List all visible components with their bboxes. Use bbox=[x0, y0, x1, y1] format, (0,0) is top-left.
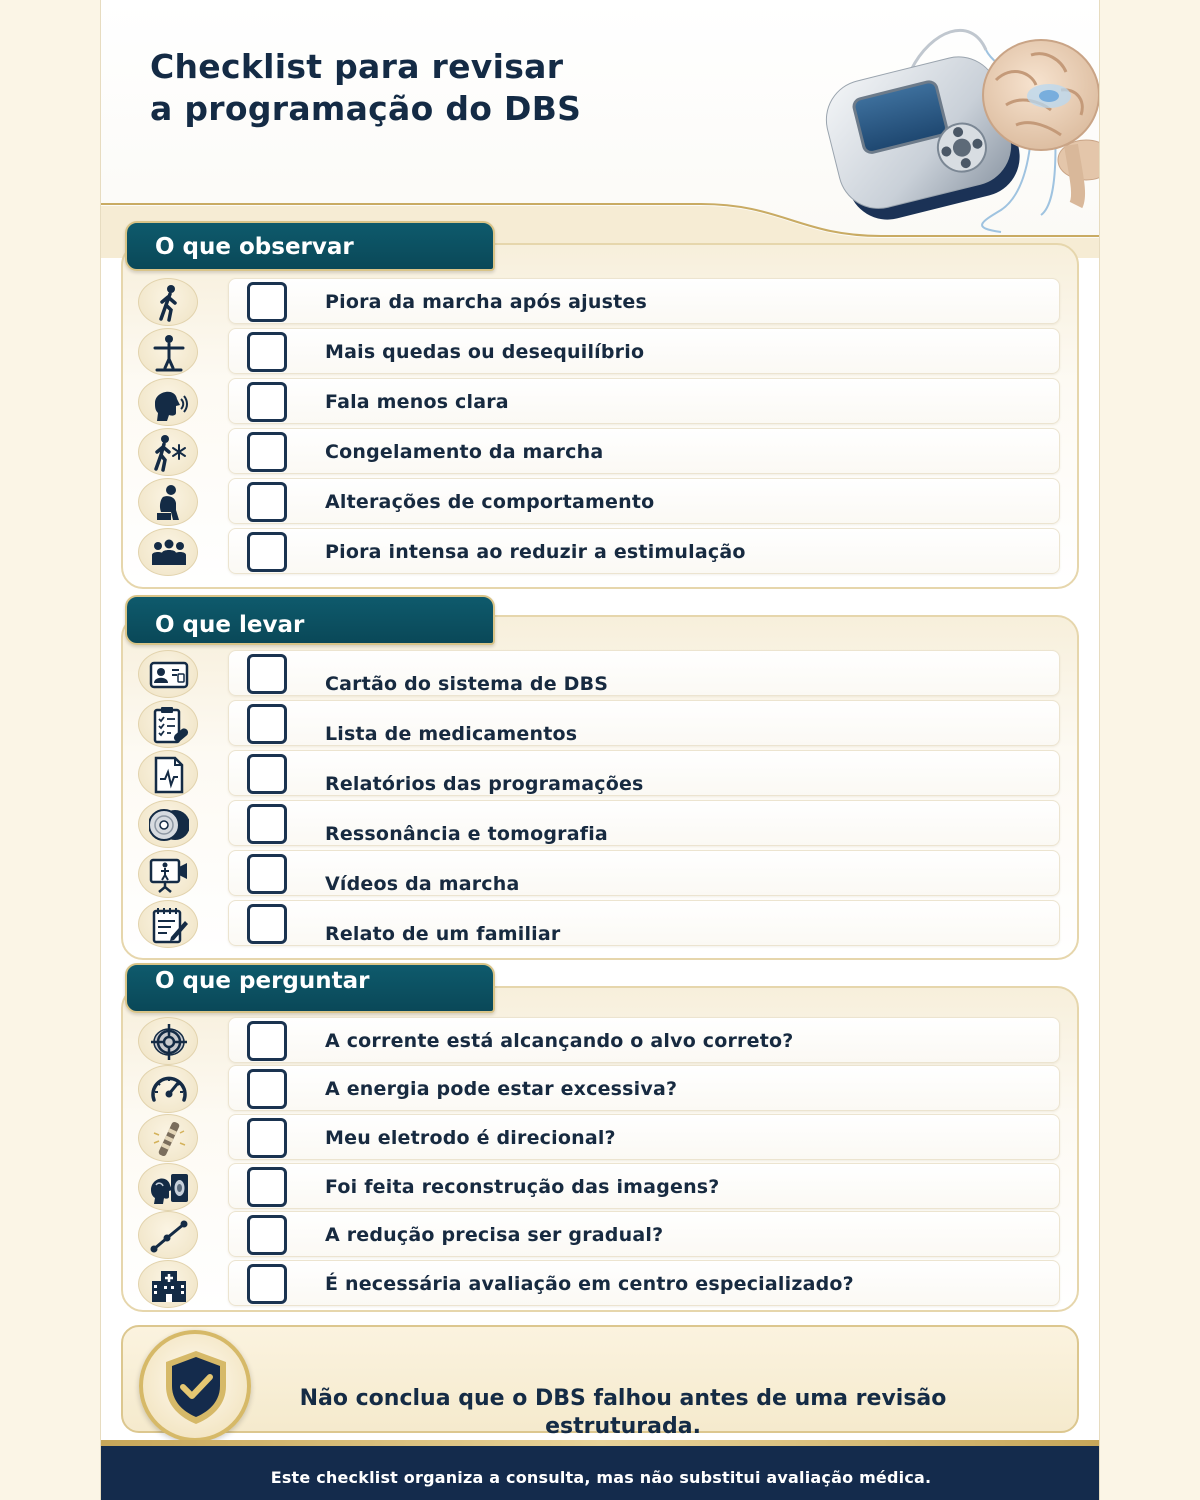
head-scan-icon bbox=[138, 1163, 198, 1211]
checklist-item-bring-5[interactable] bbox=[228, 850, 1060, 896]
balance-person-icon bbox=[138, 328, 198, 376]
checklist-item-bring-1[interactable] bbox=[228, 650, 1060, 696]
clipboard-pill-icon bbox=[138, 700, 198, 748]
checkbox[interactable] bbox=[247, 532, 287, 572]
checklist-item-observe-1[interactable] bbox=[228, 278, 1060, 324]
freezing-gait-icon bbox=[138, 428, 198, 476]
electrode-icon bbox=[138, 1114, 198, 1162]
checkbox[interactable] bbox=[247, 332, 287, 372]
speedometer-icon bbox=[138, 1065, 198, 1113]
checklist-item-observe-2[interactable] bbox=[228, 328, 1060, 374]
checklist-item-observe-6[interactable] bbox=[228, 528, 1060, 574]
shield-check-badge bbox=[139, 1330, 251, 1442]
checklist-item-ask-6[interactable] bbox=[228, 1260, 1060, 1306]
trend-line-icon bbox=[138, 1211, 198, 1259]
checkbox[interactable] bbox=[247, 1069, 287, 1109]
checkbox[interactable] bbox=[247, 1215, 287, 1255]
checklist-item-bring-2[interactable] bbox=[228, 700, 1060, 746]
checklist-item-ask-1[interactable] bbox=[228, 1017, 1060, 1063]
section-ask-header bbox=[125, 963, 495, 1013]
item-label: Alterações de comportamento bbox=[325, 491, 655, 513]
item-label: Relato de um familiar bbox=[325, 923, 561, 945]
item-label: Piora intensa ao reduzir a estimulação bbox=[325, 541, 746, 563]
title-line-1: Checklist para revisar bbox=[150, 47, 564, 86]
group-people-icon bbox=[138, 528, 198, 576]
item-label: Ressonância e tomografia bbox=[325, 823, 608, 845]
title-line-2: a programação do DBS bbox=[150, 89, 582, 128]
section-bring-header bbox=[125, 595, 495, 645]
checklist-item-ask-5[interactable] bbox=[228, 1211, 1060, 1257]
item-label: Vídeos da marcha bbox=[325, 873, 520, 895]
checkbox[interactable] bbox=[247, 1167, 287, 1207]
item-label: Cartão do sistema de DBS bbox=[325, 673, 609, 695]
section-bring-title: O que levar bbox=[155, 612, 305, 638]
checklist-item-observe-3[interactable] bbox=[228, 378, 1060, 424]
report-document-icon bbox=[138, 750, 198, 798]
checkbox[interactable] bbox=[247, 704, 287, 744]
item-label: A energia pode estar excessiva? bbox=[325, 1078, 678, 1100]
checklist-item-bring-4[interactable] bbox=[228, 800, 1060, 846]
checkbox[interactable] bbox=[247, 1118, 287, 1158]
section-observe-title: O que observar bbox=[155, 234, 354, 260]
speaking-head-icon bbox=[138, 378, 198, 426]
checklist-item-observe-4[interactable] bbox=[228, 428, 1060, 474]
item-label: Lista de medicamentos bbox=[325, 723, 578, 745]
checklist-item-observe-5[interactable] bbox=[228, 478, 1060, 524]
checkbox[interactable] bbox=[247, 854, 287, 894]
callout-text: Não conclua que o DBS falhou antes de uma revisão estruturada. bbox=[299, 1386, 947, 1439]
footer-bar bbox=[101, 1440, 1100, 1500]
checkbox[interactable] bbox=[247, 1264, 287, 1304]
checkbox[interactable] bbox=[247, 904, 287, 944]
brain-target-icon bbox=[138, 1017, 198, 1065]
checklist-item-ask-4[interactable] bbox=[228, 1163, 1060, 1209]
item-label: Relatórios das programações bbox=[325, 773, 644, 795]
item-label: A redução precisa ser gradual? bbox=[325, 1224, 664, 1246]
checkbox[interactable] bbox=[247, 654, 287, 694]
checklist-sheet bbox=[100, 0, 1100, 1500]
footer-divider bbox=[101, 1440, 1100, 1446]
shield-check-icon bbox=[161, 1348, 231, 1426]
checkbox[interactable] bbox=[247, 482, 287, 522]
checkbox[interactable] bbox=[247, 432, 287, 472]
checkbox[interactable] bbox=[247, 282, 287, 322]
section-ask-title: O que perguntar bbox=[155, 968, 370, 994]
warning-callout bbox=[121, 1325, 1079, 1439]
item-label: A corrente está alcançando o alvo correto? bbox=[325, 1030, 794, 1052]
notepad-pencil-icon bbox=[138, 900, 198, 948]
checklist-item-ask-2[interactable] bbox=[228, 1065, 1060, 1111]
page-title bbox=[150, 46, 710, 130]
checkbox[interactable] bbox=[247, 804, 287, 844]
checkbox[interactable] bbox=[247, 1021, 287, 1061]
section-observe-header bbox=[125, 221, 495, 271]
id-card-icon bbox=[138, 650, 198, 698]
item-label: Congelamento da marcha bbox=[325, 441, 604, 463]
checklist-item-bring-3[interactable] bbox=[228, 750, 1060, 796]
disc-icon bbox=[138, 800, 198, 848]
checkbox[interactable] bbox=[247, 382, 287, 422]
item-label: Piora da marcha após ajustes bbox=[325, 291, 647, 313]
item-label: Fala menos clara bbox=[325, 391, 509, 413]
walking-person-icon bbox=[138, 278, 198, 326]
item-label: Foi feita reconstrução das imagens? bbox=[325, 1176, 720, 1198]
item-label: Mais quedas ou desequilíbrio bbox=[325, 341, 645, 363]
checklist-item-bring-6[interactable] bbox=[228, 900, 1060, 946]
footer-disclaimer: Este checklist organiza a consulta, mas não substitui avaliação médica. bbox=[270, 1468, 932, 1487]
video-screen-icon bbox=[138, 850, 198, 898]
checklist-item-ask-3[interactable] bbox=[228, 1114, 1060, 1160]
checkbox[interactable] bbox=[247, 754, 287, 794]
hospital-icon bbox=[138, 1260, 198, 1308]
seated-person-icon bbox=[138, 478, 198, 526]
item-label: É necessária avaliação em centro especializado? bbox=[325, 1273, 854, 1295]
item-label: Meu eletrodo é direcional? bbox=[325, 1127, 616, 1149]
